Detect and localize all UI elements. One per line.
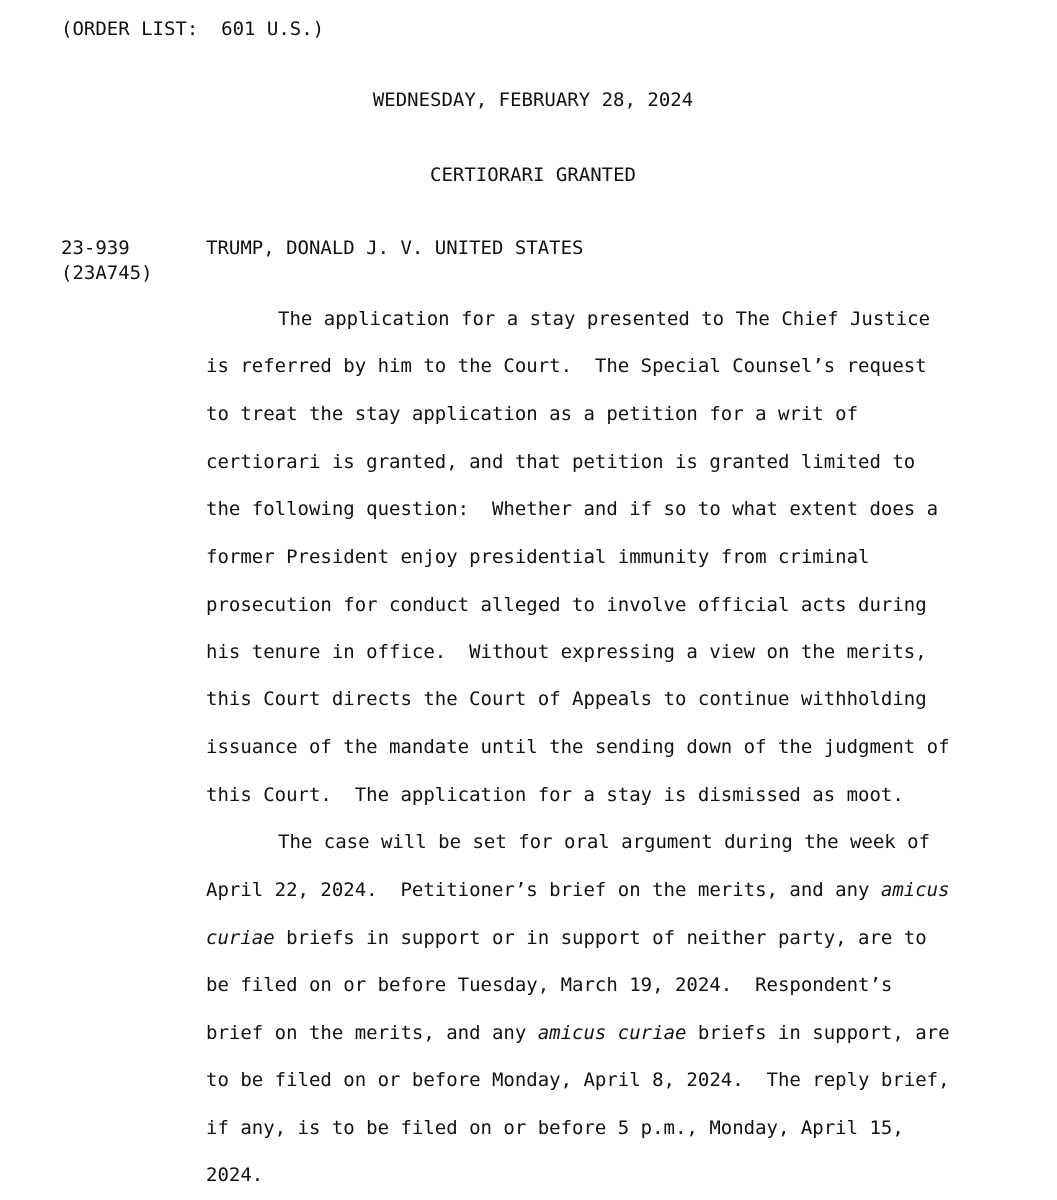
paragraph2-text: briefs in support or in support of neither party, are to (274, 927, 927, 949)
paragraph1-line: is referred by him to the Court. The Special Counsel’s request (206, 355, 927, 377)
paragraph1-line: certiorari is granted, and that petition is granted limited to (206, 451, 916, 473)
paragraph2-line (206, 878, 950, 902)
paragraph2-text: briefs in support, are (686, 1022, 950, 1044)
paragraph2-text: April 22, 2024. Petitioner’s brief on the merits, and any (206, 879, 881, 901)
paragraph2-line (206, 1021, 950, 1045)
paragraph2-line: be filed on or before Tuesday, March 19, 2024. Respondent’s (206, 974, 893, 996)
paragraph2-line: The case will be set for oral argument during the week of (278, 831, 931, 853)
paragraph2-line: to be filed on or before Monday, April 8, 2024. The reply brief, (206, 1069, 950, 1091)
italic-term: curiae (206, 927, 275, 949)
case-caption: TRUMP, DONALD J. V. UNITED STATES (206, 237, 584, 259)
paragraph2-line: if any, is to be filed on or before 5 p.m., Monday, April 15, (206, 1117, 904, 1139)
paragraph1-line: prosecution for conduct alleged to involve official acts during (206, 594, 927, 616)
paragraph2-line (206, 926, 927, 950)
section-heading: CERTIORARI GRANTED (430, 164, 636, 186)
paragraph1-line: former President enjoy presidential immunity from criminal (206, 546, 870, 568)
docket-number: 23-939 (61, 237, 130, 259)
paragraph1-line: this Court directs the Court of Appeals to continue withholding (206, 688, 927, 710)
paragraph2-line: 2024. (206, 1164, 264, 1186)
paragraph1-line: his tenure in office. Without expressing a view on the merits, (206, 641, 927, 663)
italic-term: amicus (880, 879, 950, 901)
order-date: WEDNESDAY, FEBRUARY 28, 2024 (372, 89, 694, 111)
italic-term: amicus curiae (537, 1022, 687, 1044)
paragraph1-line: issuance of the mandate until the sending down of the judgment of (206, 736, 950, 758)
paragraph1-line: The application for a stay presented to The Chief Justice (278, 308, 931, 330)
paragraph1-line: this Court. The application for a stay is dismissed as moot. (206, 784, 904, 806)
paragraph1-line: the following question: Whether and if so to what extent does a (206, 498, 939, 520)
application-number: (23A745) (61, 262, 153, 284)
paragraph2-text: brief on the merits, and any (206, 1022, 538, 1044)
order-list-header: (ORDER LIST: 601 U.S.) (61, 18, 325, 40)
paragraph1-line: to treat the stay application as a petition for a writ of (206, 403, 859, 425)
